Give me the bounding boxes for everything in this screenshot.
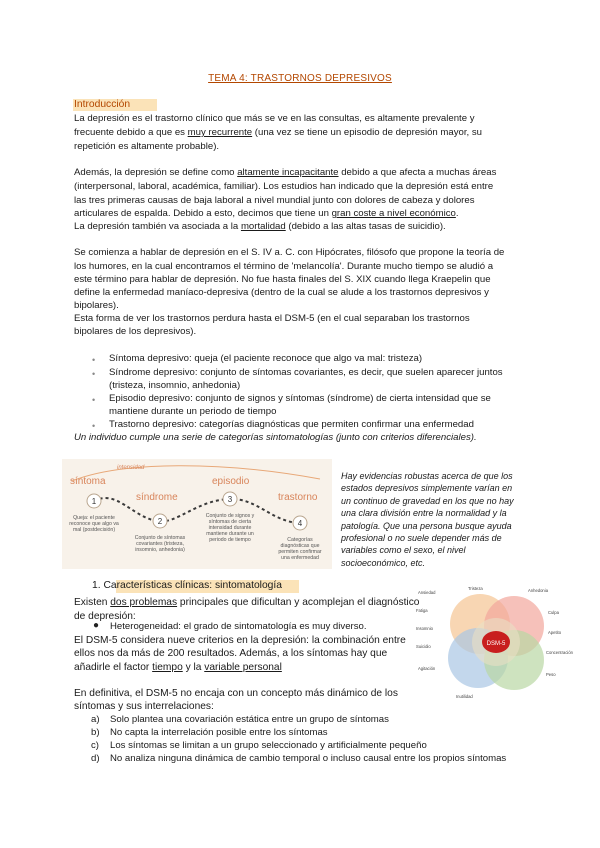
list-item: No analiza ninguna dinámica de cambio temporal o incluso causal entre los propios síntomas xyxy=(110,753,507,764)
paragraph-line: El DSM-5 considera nueve criterios en la depresión: la combinación entre xyxy=(74,635,406,646)
stage-desc: reconoce que algo va xyxy=(69,521,119,527)
petal-label: Concentración xyxy=(546,650,574,655)
paragraph-line: los humores, en la cual encontramos el término de 'melancolía'. Durante mucho tiempo se aludió a xyxy=(74,261,494,272)
paragraph-line: La depresión también va asociada a la mortalidad (debido a las altas tasas de suicidio). xyxy=(74,221,446,232)
petal-label: Culpa xyxy=(548,610,559,615)
petal-label: Apetito xyxy=(548,630,562,635)
paragraph-line: define la enfermedad maníaco-depresiva (dentro de la cual se alude a los trastornos depresivos y xyxy=(74,287,489,298)
progression-svg xyxy=(62,459,332,569)
bullet-icon: • xyxy=(92,369,96,379)
paragraph-line: síntomas y sus interrelaciones: xyxy=(74,701,214,712)
side-note-line: socioeconómico, etc. xyxy=(341,557,426,568)
list-marker: d) xyxy=(91,753,100,764)
paragraph-line: bipolares). xyxy=(74,300,119,311)
petal-label: Tristeza xyxy=(468,586,483,591)
italic-note: Un individuo cumple una serie de categorías sintomatologías (junto con criterios diferenciales). xyxy=(74,432,477,443)
bullet-icon: ● xyxy=(93,620,100,631)
list-item: Episodio depresivo: conjunto de signos y síntomas (síndrome) de cierta intensidad que se xyxy=(109,393,491,404)
paragraph-line: Esta forma de ver los trastornos perdura hasta el DSM-5 (en el cual separaban los trastornos xyxy=(74,313,470,324)
stage-number: 2 xyxy=(157,517,163,526)
bullet-icon: • xyxy=(92,421,96,431)
dsm5-symptom-figure xyxy=(416,584,574,702)
stage-number: 4 xyxy=(297,519,303,528)
dsm5-core-label: DSM-5 xyxy=(486,641,506,647)
section-heading-introduccion: Introducción xyxy=(74,99,131,110)
paragraph-line: Además, la depresión se define como altamente incapacitante debido a que afecta a muchas áreas xyxy=(74,167,497,178)
paragraph-line: En definitiva, el DSM-5 no encaja con un concepto más dinámico de los xyxy=(74,688,398,699)
paragraph-line: Existen dos problemas principales que dificultan y acomplejan el diagnóstico xyxy=(74,597,420,608)
petal-label: Agitación xyxy=(418,666,436,671)
stage-desc: permiten confirmar xyxy=(278,549,322,555)
arc-label: intensidad xyxy=(117,465,145,471)
paragraph-line: frecuente debido a que es muy recurrente (una vez se tiene un episodio de depresión mayor, su xyxy=(74,127,483,138)
petal-label: Inutilidad xyxy=(456,694,473,699)
stage-number: 3 xyxy=(227,495,233,504)
paragraph-line: ellos nos da más de 200 resultados. Además, a los síntomas hay que xyxy=(74,648,388,659)
stage-desc: mal (postdecisión) xyxy=(72,527,116,533)
stage-desc: una enfermedad xyxy=(281,555,319,561)
stage-desc: diagnósticas que xyxy=(280,543,320,549)
side-note-line: una clara división entre la normalidad y la xyxy=(341,508,507,519)
bullet-icon: • xyxy=(92,355,96,365)
section-heading-caracteristicas: 1. Características clínicas: sintomatología xyxy=(92,580,282,591)
stage-desc: Categorías xyxy=(287,537,313,543)
bullet-icon: • xyxy=(92,395,96,405)
document-title: TEMA 4: TRASTORNOS DEPRESIVOS xyxy=(208,73,392,84)
paragraph-line: este término para hablar de depresión. No fue hasta finales del S. XIX cuando llega Kraepelin que xyxy=(74,274,491,285)
stage-number: 1 xyxy=(91,497,97,506)
side-note xyxy=(341,470,514,569)
list-item: Solo plantea una covariación estática entre un grupo de síntomas xyxy=(110,714,389,725)
list-marker: a) xyxy=(91,714,100,725)
symptom-progression-diagram xyxy=(62,459,332,569)
list-item: Heterogeneidad: el grado de sintomatología es muy diverso. xyxy=(110,621,367,632)
stage-label-episodio: episodio xyxy=(212,476,250,487)
stage-desc: insomnio, anhedonia) xyxy=(135,547,185,553)
stage-desc: mantiene durante un xyxy=(206,531,254,537)
petal-label: Insomnio xyxy=(416,626,433,631)
list-item: Síntoma depresivo: queja (el paciente reconoce que algo va mal: tristeza) xyxy=(109,353,423,364)
stage-label-trastorno: trastorno xyxy=(278,492,318,503)
paragraph-line: de depresión: xyxy=(74,611,136,622)
paragraph-line: articulares de espalda. Debido a esto, decimos que tiene un gran coste a nivel económico. xyxy=(74,208,459,219)
intensity-arc xyxy=(72,466,320,481)
petal-label: Suicidio xyxy=(416,644,431,649)
paragraph-line: (interpersonal, laboral, académica, familiar). Los estudios han indicado que la depresión está entre xyxy=(74,181,494,192)
dsm5-svg xyxy=(416,584,574,702)
stage-desc: Conjunto de signos y xyxy=(205,513,255,519)
stage-desc: intensidad durante xyxy=(208,525,252,531)
side-note-line: un continuo de gravedad en los que no hay xyxy=(341,495,514,506)
paragraph-line: La depresión es el trastorno clínico que más se ve en las consultas, es altamente prevalente y xyxy=(74,113,475,124)
petal-label: Peso xyxy=(546,672,556,677)
paragraph-line: repetición es altamente probable). xyxy=(74,141,220,152)
petal-label: Fatiga xyxy=(416,608,428,613)
paragraph-line: Se comienza a hablar de depresión en el S. IV a. C. con Hipócrates, filósofo que propone la teoría de xyxy=(74,247,505,258)
list-item: No capta la interrelación posible entre los síntomas xyxy=(110,727,328,738)
list-marker: c) xyxy=(91,740,99,751)
side-note-line: profesional o no suele depender más de xyxy=(341,533,502,544)
stage-label-sintoma: síntoma xyxy=(70,476,106,487)
petal-label: Ansiedad xyxy=(418,590,436,595)
stage-desc: Queja: el paciente xyxy=(73,515,115,521)
side-note-line: variables como el sexo, el nivel xyxy=(341,545,466,556)
list-item: Trastorno depresivo: categorías diagnósticas que permiten confirmar una enfermedad xyxy=(109,419,474,430)
list-item: Síndrome depresivo: conjunto de síntomas covariantes, es decir, que suelen aparecer juntos xyxy=(109,367,503,378)
paragraph-line: añadirle el factor tiempo y la variable personal xyxy=(74,662,282,673)
stage-desc: periodo de tiempo xyxy=(209,537,251,543)
side-note-line: estados depresivos simplemente varían en xyxy=(341,483,513,494)
paragraph-line: las tres primeras causas de baja laboral a nivel mundial junto con dolores de cabeza y dolores xyxy=(74,195,475,206)
stage-desc: Conjunto de síntomas xyxy=(134,535,186,541)
list-marker: b) xyxy=(91,727,100,738)
list-item: Los síntomas se limitan a un grupo seleccionado y artificialmente pequeño xyxy=(110,740,427,751)
stage-desc: síntomas de cierta xyxy=(208,519,252,525)
list-item-continuation: mantiene durante un periodo de tiempo xyxy=(109,406,277,417)
side-note-line: patología. Que una persona busque ayuda xyxy=(341,520,512,531)
side-note-line: Hay evidencias robustas acerca de que los xyxy=(341,471,513,481)
stage-label-sindrome: síndrome xyxy=(136,492,178,503)
stage-desc: covariantes (tristeza, xyxy=(136,541,184,547)
petal-label: Anhedonia xyxy=(528,588,549,593)
paragraph-line: bipolares de los depresivos). xyxy=(74,326,197,337)
list-item-continuation: (tristeza, insomnio, anhedonia) xyxy=(109,380,241,391)
